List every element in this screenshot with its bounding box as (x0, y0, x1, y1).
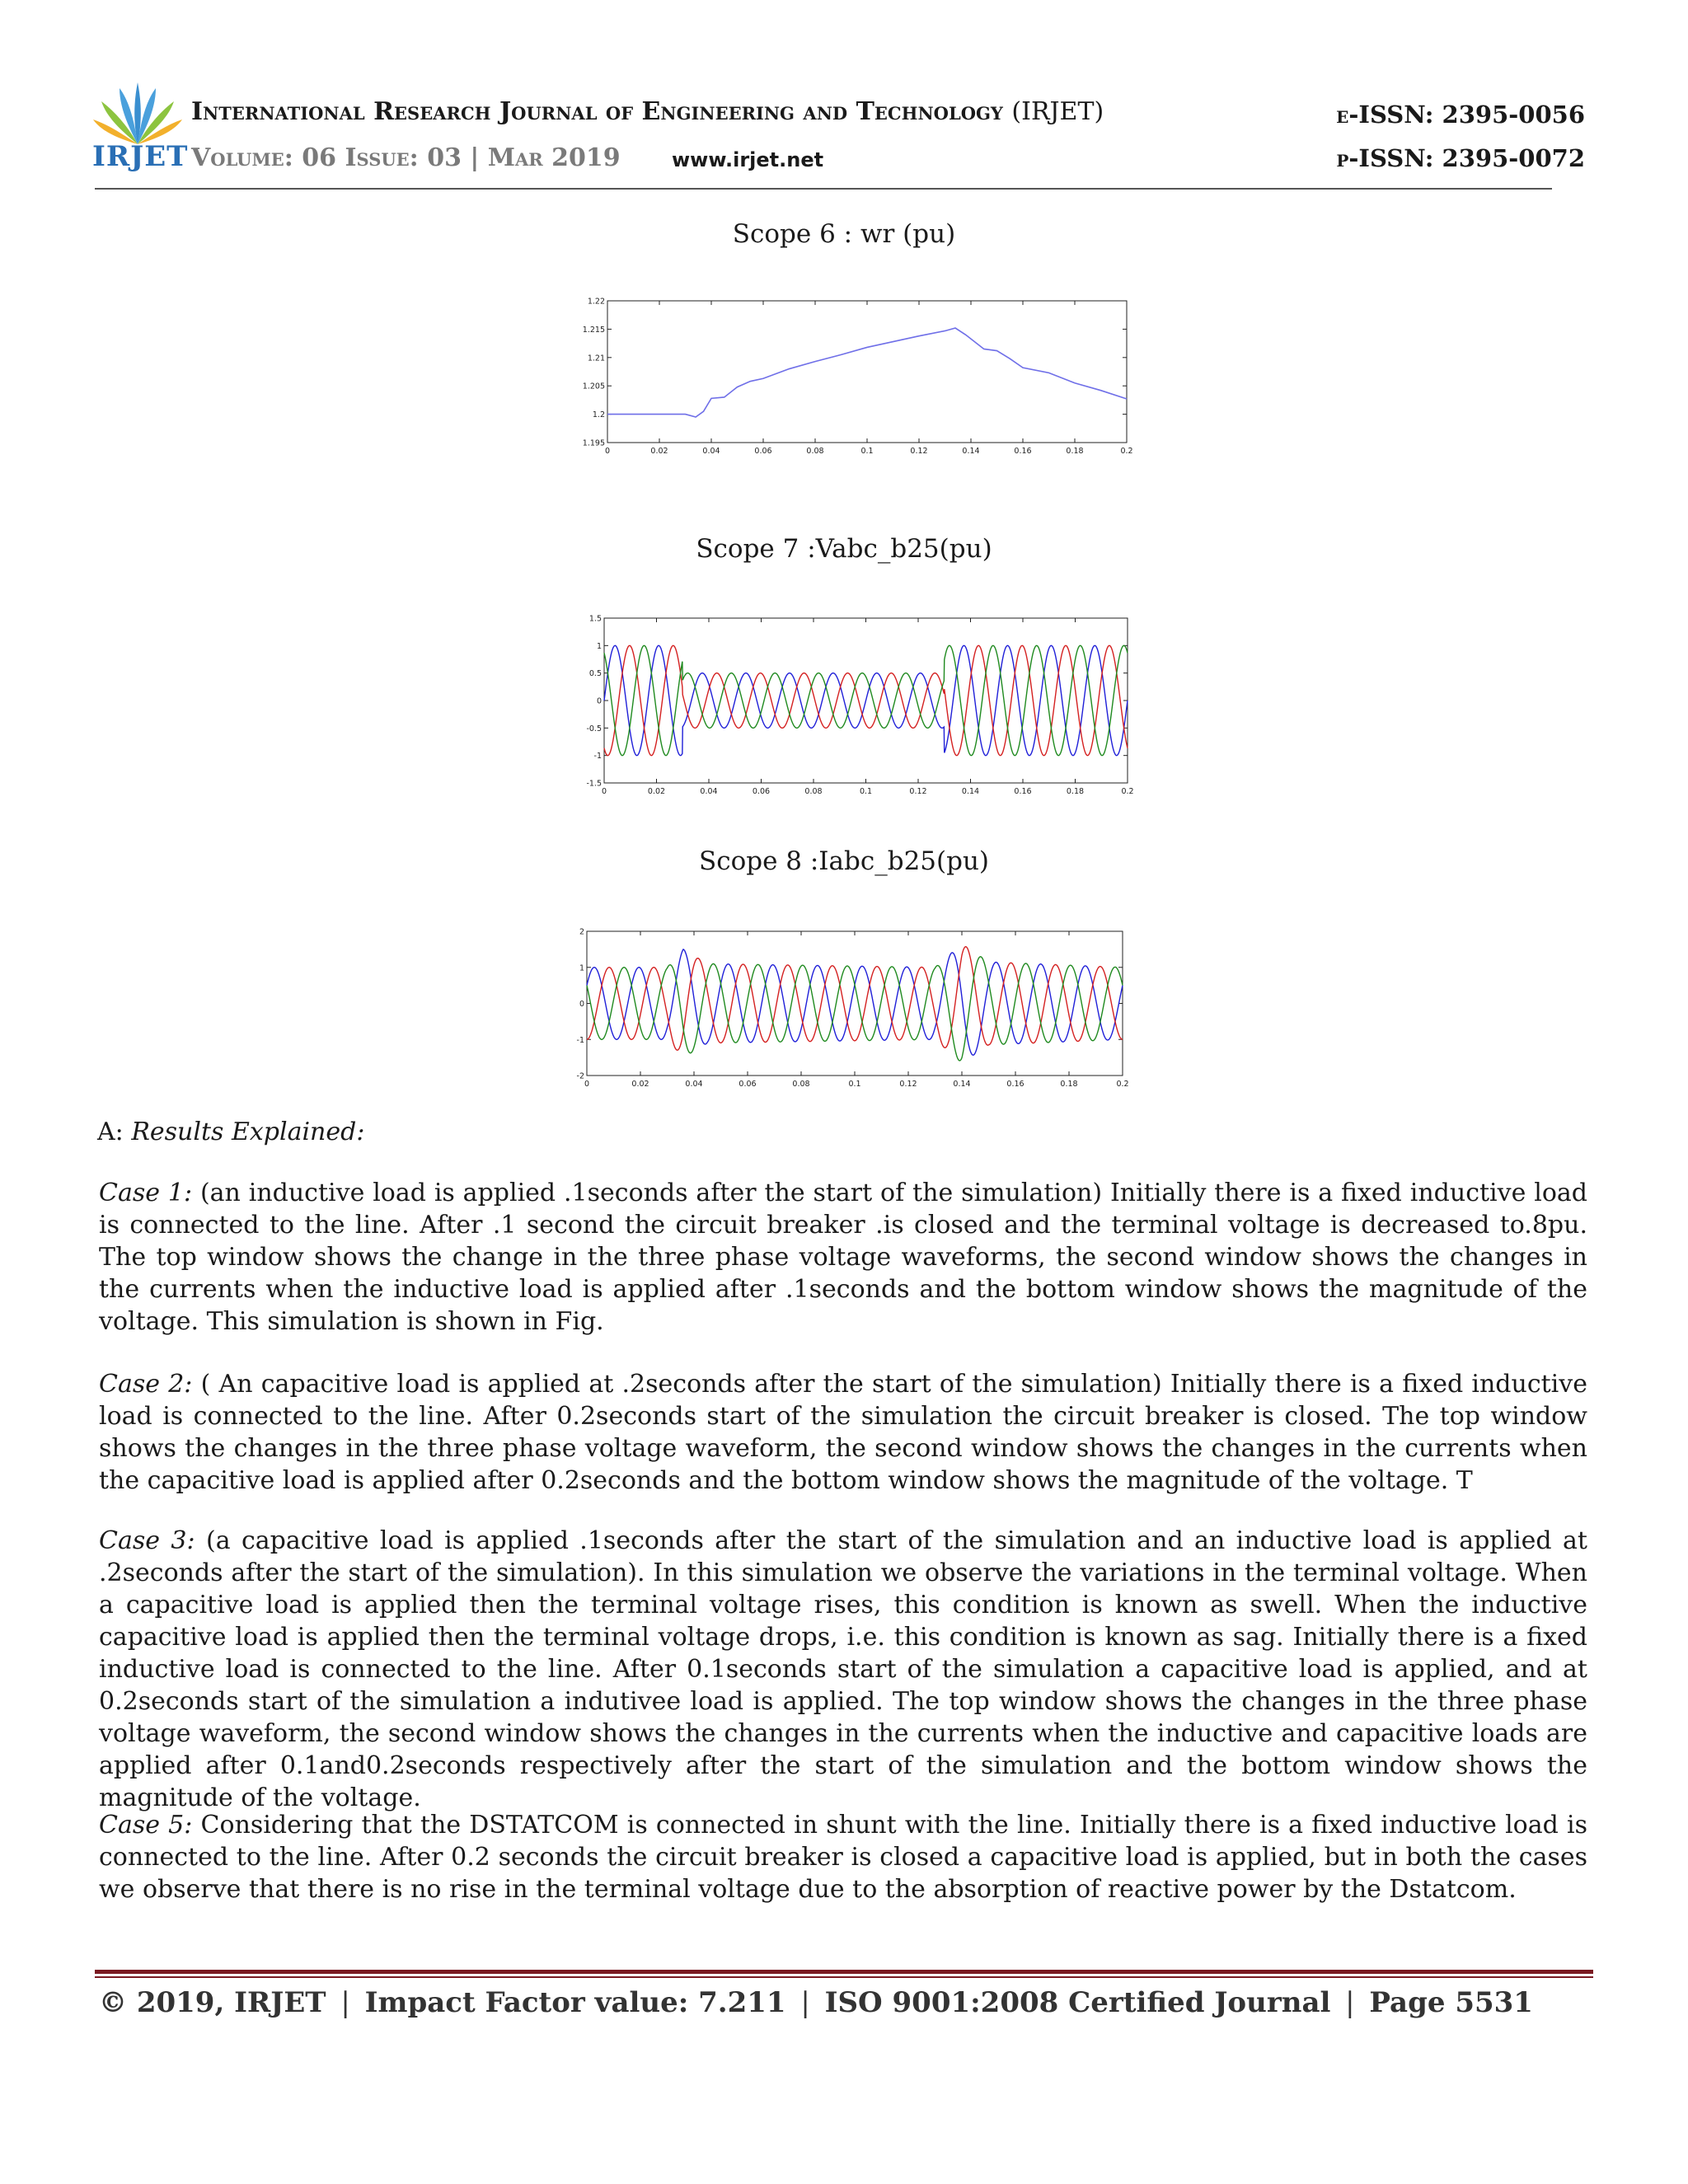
case5-text: Considering that the DSTATCOM is connected in shunt with the line. Initially there is a fixed inductive load is connected to the line. After 0.2 seconds the circuit breaker is closed a capacitive load is applied, but in both the cases we observe that there is no rise in the terminal voltage due to the absorption of reactive power by the Dstatcom. (99, 1811, 1587, 1904)
plot-frame (587, 931, 1123, 1076)
x-tick-label: 0.08 (806, 447, 824, 456)
case5-label: Case 5: (99, 1811, 193, 1840)
x-tick-label: 0.02 (650, 447, 668, 456)
x-tick-label: 0.14 (961, 787, 980, 796)
x-tick-label: 0.02 (631, 1080, 649, 1089)
y-tick-label: -1.5 (586, 779, 602, 789)
section-title: Results Explained: (131, 1118, 365, 1146)
case3-text: (a capacitive load is applied .1seconds after the start of the simulation and an inductive load is applied at .2seconds after the start of the simulation). In this simulation we observe the variations in the terminal voltage. When a capacitive load is applied then the terminal voltage rises, this condition is known as swell. When the inductive capacitive load is applied then the terminal voltage drops, i.e. this condition is known as sag. Initially there is a fixed inductive load is connected to the line. After 0.1seconds start of the simulation a capacitive load is applied, and at 0.2seconds start of the simulation a indutivee load is applied. The top window shows the changes in the three phase voltage waveform, the second window shows the changes in the currents when the inductive and capacitive loads are applied after 0.1and0.2seconds respectively after the start of the simulation and the bottom window shows the magnitude of the voltage. (99, 1526, 1587, 1812)
y-tick-label: -2 (576, 1071, 584, 1081)
x-tick-label: 0.1 (860, 447, 874, 456)
x-tick-label: 0.06 (754, 447, 772, 456)
y-tick-label: 1 (579, 963, 584, 973)
volume-issue: Volume: 06 Issue: 03 | Mar 2019 (191, 143, 621, 172)
y-tick-label: 1.5 (588, 614, 602, 624)
eissn (1336, 101, 1585, 129)
scope6-title: Scope 6 : wr (pu) (732, 219, 956, 249)
footer-page-number: Page 5531 (1369, 1986, 1533, 2019)
x-tick-label: 0.12 (899, 1080, 917, 1089)
x-tick-label: 0.2 (1120, 447, 1133, 456)
journal-abbr: (IRJET) (1011, 97, 1104, 126)
pissn-value: 2395-0072 (1442, 144, 1585, 172)
x-tick-label: 0.16 (1006, 1080, 1025, 1089)
x-tick-label: 0 (601, 787, 607, 796)
x-tick-label: 0.06 (738, 1080, 757, 1089)
y-tick-label: 1.195 (582, 438, 605, 448)
footer-divider-thick (95, 1970, 1593, 1974)
x-tick-label: 0.12 (909, 787, 927, 796)
y-tick-label: 2 (579, 927, 584, 937)
y-tick-label: 1.215 (582, 325, 605, 335)
eissn-value: 2395-0056 (1442, 101, 1585, 129)
scope7-plot (581, 610, 1133, 799)
y-tick-label: 1.21 (587, 354, 605, 363)
case1-label: Case 1: (99, 1179, 193, 1207)
y-tick-label: 1.205 (582, 382, 605, 391)
scope8-title: Scope 8 :Iabc_b25(pu) (698, 846, 990, 876)
scope7-title: Scope 7 :Vabc_b25(pu) (696, 534, 992, 564)
y-tick-label: -1 (576, 1035, 584, 1045)
scope8-plot (569, 923, 1133, 1100)
scope7-chart (581, 610, 1133, 799)
footer-iso: ISO 9001:2008 Certified Journal (824, 1986, 1331, 2019)
scope6-plot (581, 293, 1133, 466)
case2-label: Case 2: (99, 1370, 193, 1399)
x-tick-label: 0.1 (859, 787, 873, 796)
x-tick-label: 0.18 (1066, 787, 1085, 796)
x-tick-label: 0.18 (1066, 447, 1084, 456)
eissn-label: e-ISSN: (1336, 101, 1434, 129)
scope8-chart (569, 923, 1133, 1100)
y-tick-label: 0.5 (588, 669, 602, 679)
x-tick-label: 0.04 (685, 1080, 703, 1089)
header-divider (95, 188, 1552, 190)
journal-website-link[interactable]: www.irjet.net (672, 148, 824, 171)
x-tick-label: 0 (584, 1080, 590, 1089)
footer-impact-factor: Impact Factor value: 7.211 (364, 1986, 786, 2019)
y-tick-label: 0 (579, 1000, 584, 1009)
case2-paragraph (99, 1368, 1587, 1497)
footer-separator: | (340, 1986, 350, 2019)
x-tick-label: 0.1 (848, 1080, 861, 1089)
x-tick-label: 0.16 (1014, 787, 1032, 796)
x-tick-label: 0.02 (647, 787, 666, 796)
journal-title (191, 97, 1104, 126)
footer-separator: | (800, 1986, 810, 2019)
x-tick-label: 0.08 (792, 1080, 810, 1089)
case2-text: ( An capacitive load is applied at .2seconds after the start of the simulation) Initially there is a fixed inductive load is connected to the line. After 0.2seconds start of the simulation the circuit breaker is closed. The top window shows the changes in the three phase voltage waveform, the second window shows the changes in the currents when the capacitive load is applied after 0.2seconds and the bottom window shows the magnitude of the voltage. T (99, 1370, 1587, 1495)
case3-label: Case 3: (99, 1526, 195, 1555)
case1-text: (an inductive load is applied .1seconds after the start of the simulation) Initially there is a fixed inductive load is connected to the line. After .1 second the circuit breaker .is closed and the terminal voltage is decreased to.8pu. The top window shows the change in the three phase voltage waveforms, the second window shows the changes in the currents when the inductive load is applied after .1seconds and the bottom window shows the magnitude of the voltage. This simulation is shown in Fig. (99, 1179, 1587, 1336)
x-tick-label: 0.14 (962, 447, 980, 456)
footer-separator: | (1345, 1986, 1355, 2019)
case3-paragraph (99, 1525, 1587, 1814)
journal-title-name: International Research Journal of Engineering and Technology (191, 97, 1003, 126)
y-tick-label: 1 (596, 641, 602, 651)
x-tick-label: 0.04 (702, 447, 720, 456)
pissn (1336, 144, 1585, 172)
x-tick-label: 0.18 (1060, 1080, 1078, 1089)
case1-paragraph (99, 1177, 1587, 1338)
x-tick-label: 0.06 (752, 787, 771, 796)
x-tick-label: 0.12 (910, 447, 928, 456)
footer-copyright: © 2019, IRJET (99, 1986, 326, 2019)
x-tick-label: 0.14 (953, 1080, 971, 1089)
x-tick-label: 0.2 (1121, 787, 1134, 796)
x-tick-label: 0.08 (804, 787, 823, 796)
x-tick-label: 0 (604, 447, 611, 456)
logo-text: IRJET (92, 140, 189, 173)
section-prefix: A: (97, 1118, 132, 1146)
plot-frame (607, 301, 1127, 443)
section-heading (97, 1118, 364, 1146)
case5-paragraph (99, 1809, 1587, 1905)
footer (99, 1986, 1533, 2019)
scope6-chart (581, 293, 1133, 466)
y-tick-label: 1.2 (592, 410, 605, 420)
y-tick-label: 0 (596, 696, 602, 706)
x-tick-label: 0.04 (700, 787, 718, 796)
y-tick-label: 1.22 (587, 297, 605, 307)
pissn-label: p-ISSN: (1336, 144, 1434, 172)
x-tick-label: 0.2 (1116, 1080, 1129, 1089)
y-tick-label: -1 (593, 752, 602, 762)
y-tick-label: -0.5 (586, 724, 602, 733)
footer-divider-thin (95, 1976, 1593, 1978)
x-tick-label: 0.16 (1014, 447, 1032, 456)
